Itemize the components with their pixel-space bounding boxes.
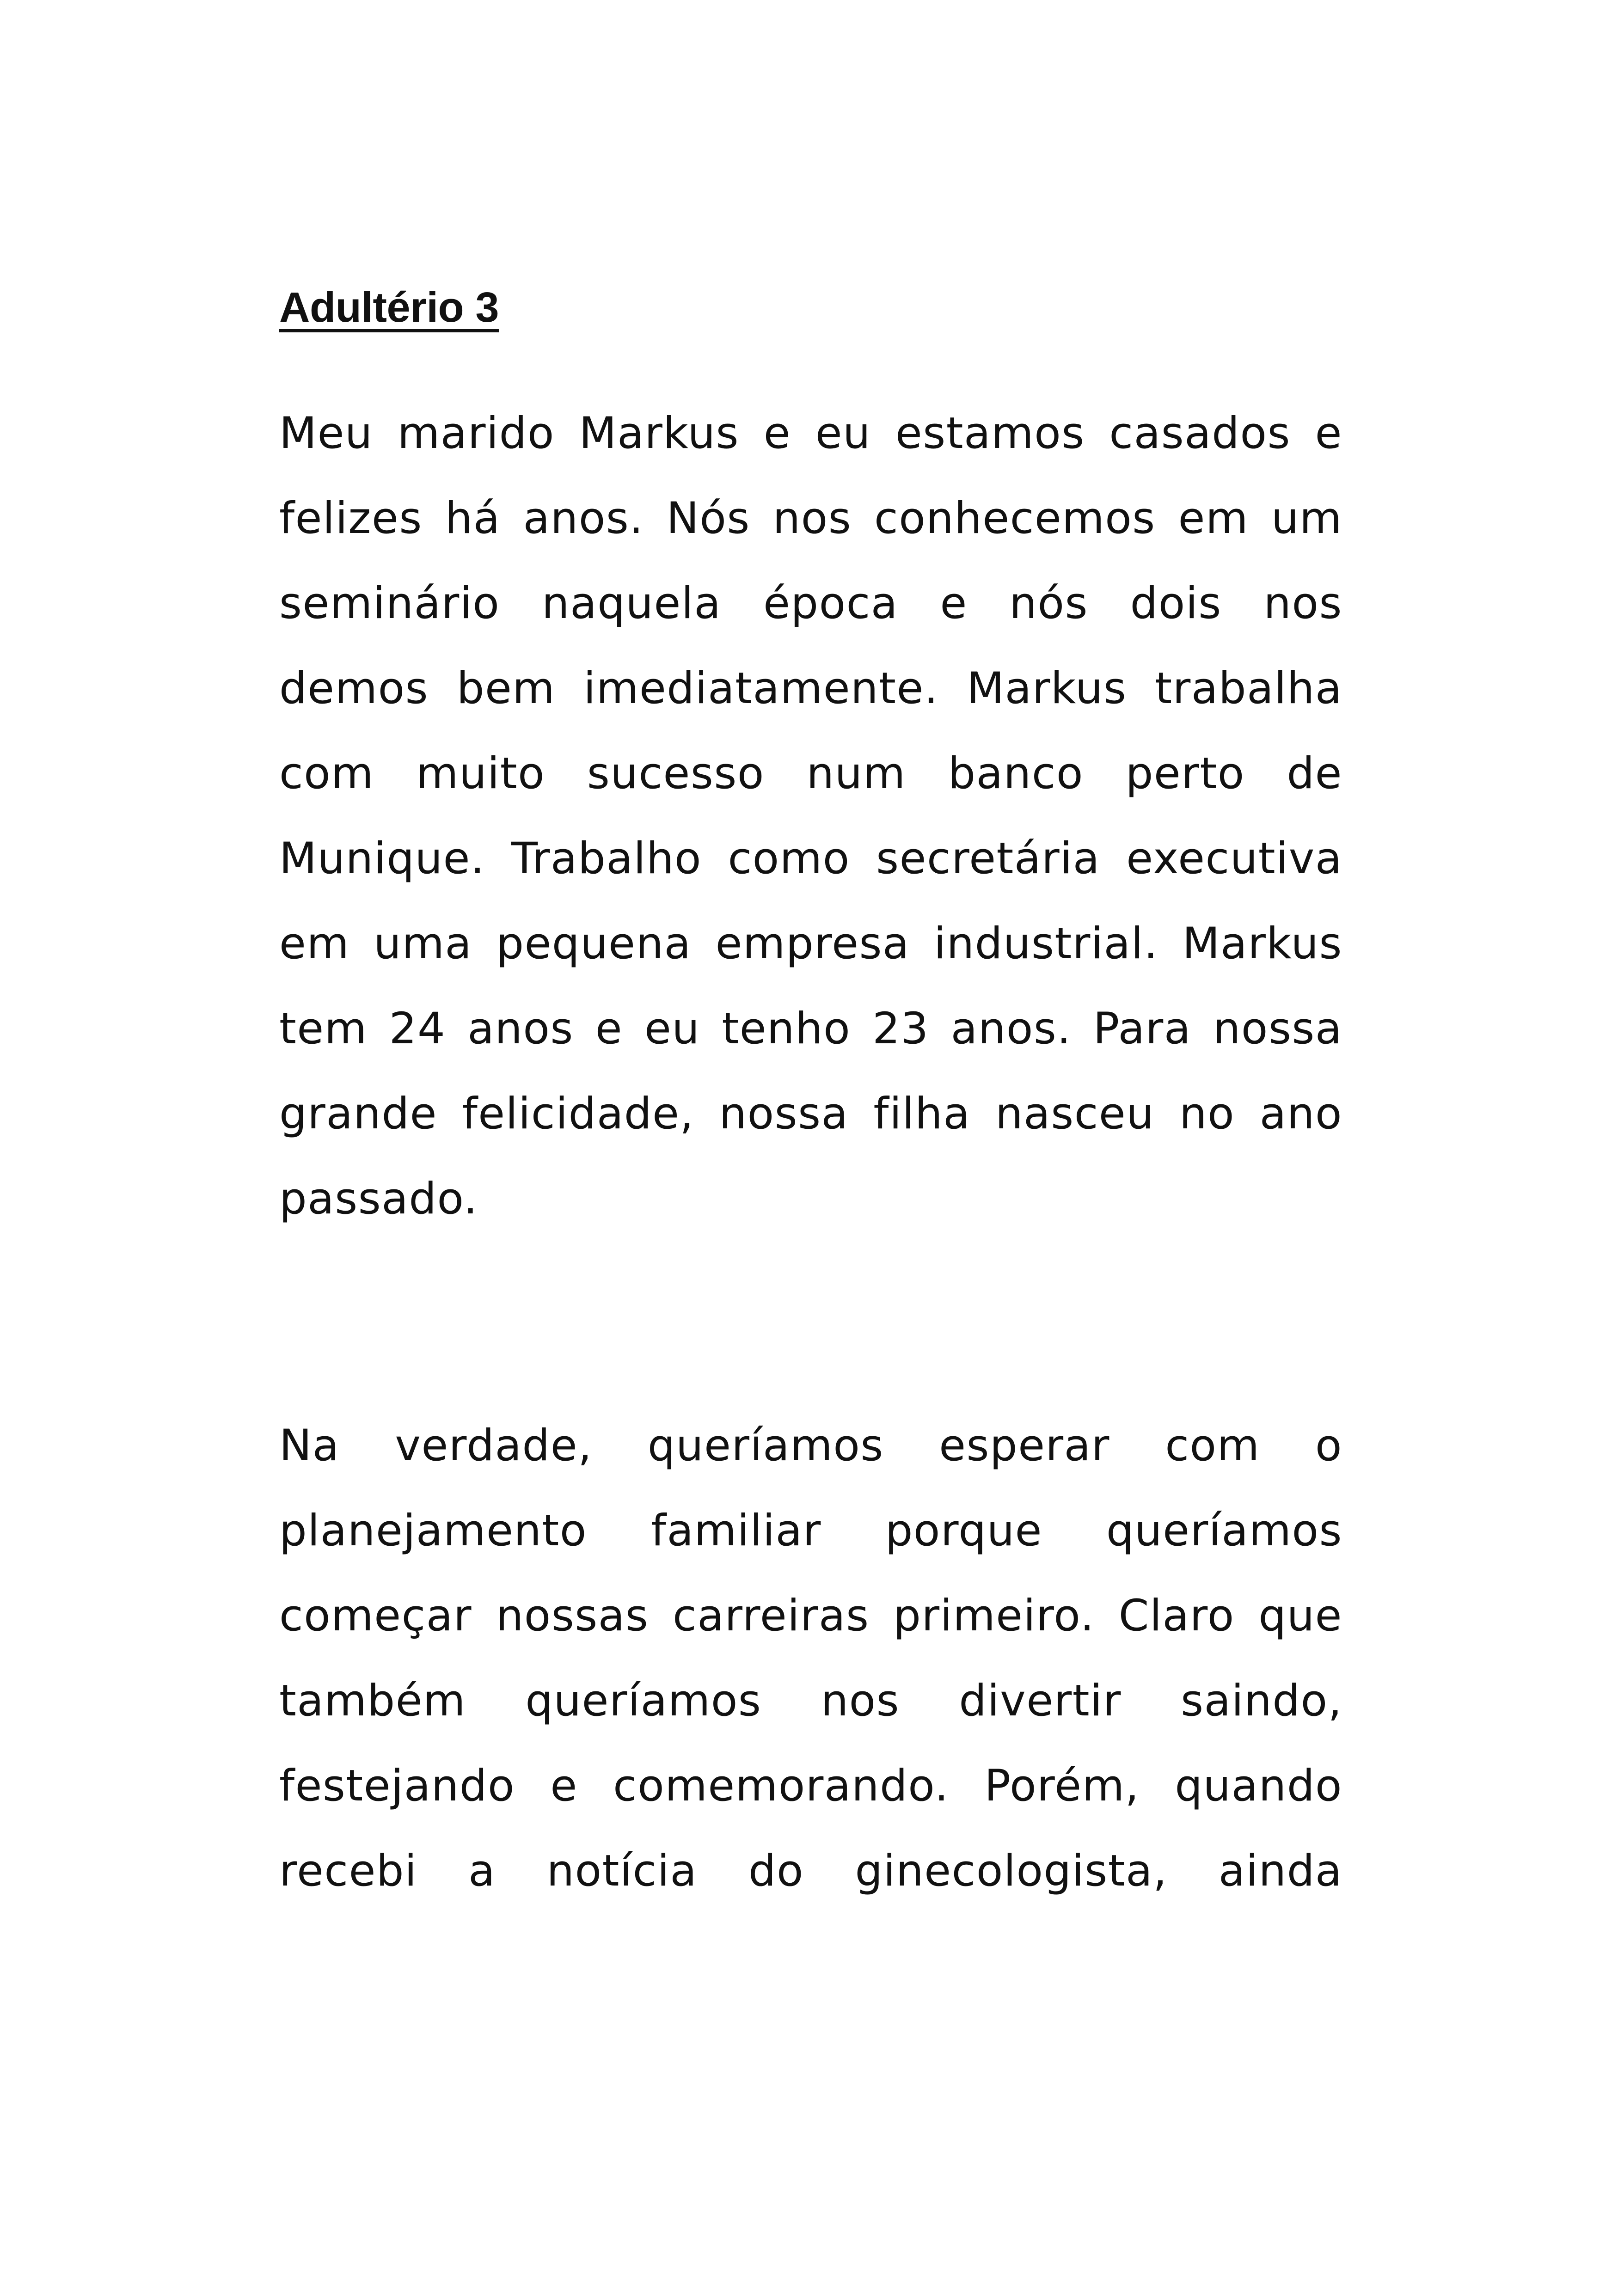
document-body [279, 277, 1342, 1914]
paragraph-line: com muito sucesso num banco perto de [279, 748, 1342, 799]
paragraph-line: começar nossas carreiras primeiro. Claro que [279, 1591, 1342, 1641]
paragraph-line: passado. [279, 1174, 478, 1224]
paragraph-1 [279, 391, 1342, 1242]
paragraph-line: seminário naquela época e nós dois nos [279, 578, 1342, 629]
document-title: Adultério 3 [279, 284, 499, 331]
paragraph-line: também queríamos nos divertir saindo, [279, 1676, 1342, 1726]
paragraph-line: grande felicidade, nossa filha nasceu no ano [279, 1089, 1342, 1139]
paragraph-line: em uma pequena empresa industrial. Markus [279, 918, 1342, 969]
paragraph-line: festejando e comemorando. Porém, quando [279, 1761, 1342, 1811]
paragraph-line: planejamento familiar porque queríamos [279, 1506, 1342, 1556]
paragraph-line: tem 24 anos e eu tenho 23 anos. Para nossa [279, 1004, 1342, 1054]
paragraph-line: Na verdade, queríamos esperar com o [279, 1420, 1342, 1471]
paragraph-line: Munique. Trabalho como secretária executiva [279, 833, 1342, 884]
paragraph-line: Meu marido Markus e eu estamos casados e [279, 408, 1342, 459]
paragraph-2 [279, 1403, 1342, 1914]
paragraph-line: felizes há anos. Nós nos conhecemos em um [279, 493, 1342, 544]
paragraph-line: demos bem imediatamente. Markus trabalha [279, 663, 1342, 714]
paragraph-line: recebi a notícia do ginecologista, ainda [279, 1846, 1342, 1896]
